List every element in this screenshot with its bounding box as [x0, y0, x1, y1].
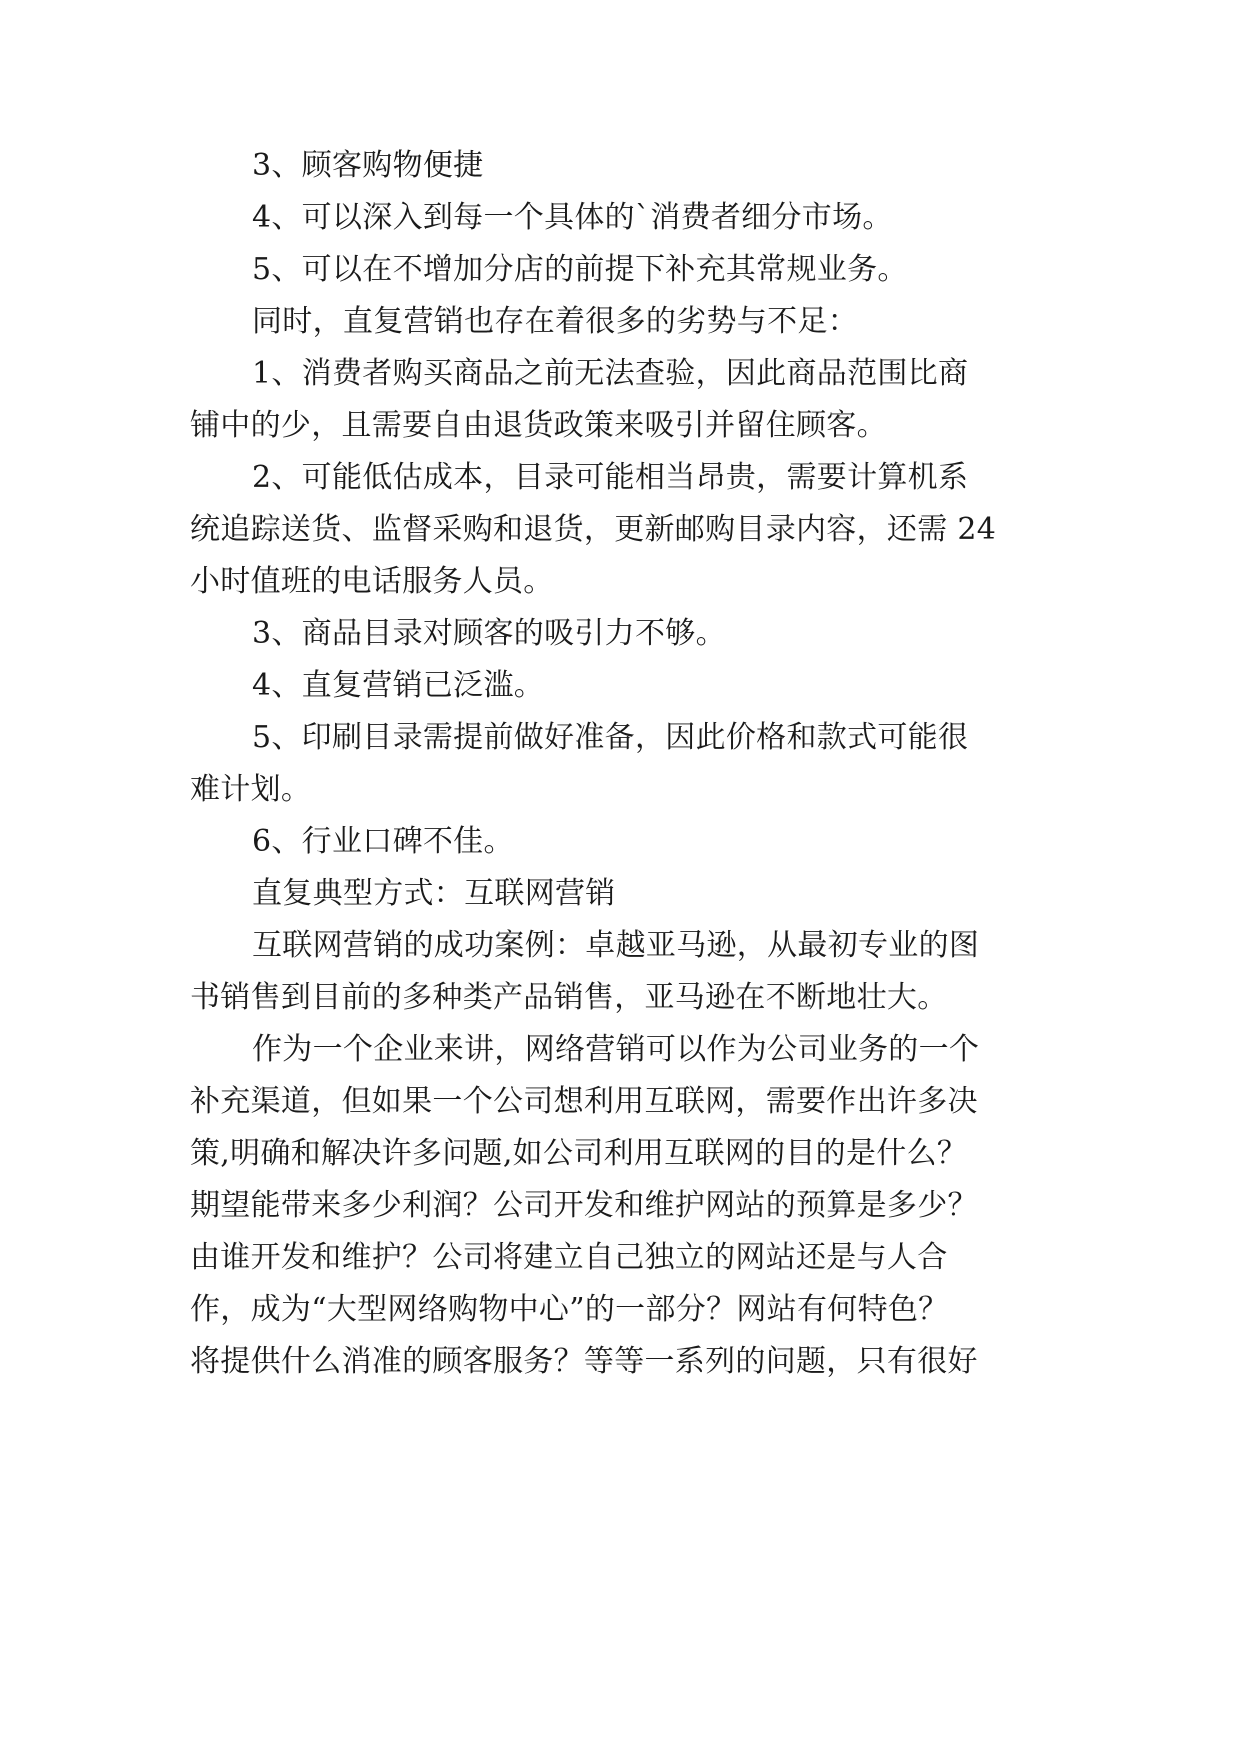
text-line: 书销售到目前的多种类产品销售，亚马逊在不断地壮大。: [190, 980, 948, 1015]
text-line: 将提供什么消准的顾客服务？等等一系列的问题，只有很好: [190, 1344, 978, 1379]
text-line: 5、印刷目录需提前做好准备，因此价格和款式可能很: [252, 720, 969, 755]
text-line: 3、商品目录对顾客的吸引力不够。: [252, 616, 726, 651]
text-line: 难计划。: [190, 772, 312, 807]
text-line: 直复典型方式：互联网营销: [252, 876, 616, 911]
text-line: 5、可以在不增加分店的前提下补充其常规业务。: [252, 252, 908, 287]
text-line: 期望能带来多少利润？公司开发和维护网站的预算是多少？: [190, 1188, 978, 1223]
text-line: 6、行业口碑不佳。: [252, 824, 514, 859]
text-line: 4、可以深入到每一个具体的`消费者细分市场。: [252, 200, 893, 235]
text-line: 2、可能低估成本，目录可能相当昂贵，需要计算机系: [252, 460, 969, 495]
text-line: 3、顾客购物便捷: [252, 148, 484, 183]
text-line: 统追踪送货、监督采购和退货，更新邮购目录内容，还需 24: [190, 512, 997, 547]
text-line: 策,明确和解决许多问题,如公司利用互联网的目的是什么？: [190, 1136, 968, 1171]
text-line: 铺中的少，且需要自由退货政策来吸引并留住顾客。: [190, 408, 887, 443]
text-line: 4、直复营销已泛滥。: [252, 668, 545, 703]
text-line: 由谁开发和维护？公司将建立自己独立的网站还是与人合: [190, 1240, 948, 1275]
text-line: 互联网营销的成功案例：卓越亚马逊，从最初专业的图: [252, 928, 980, 963]
text-line: 补充渠道，但如果一个公司想利用互联网，需要作出许多决: [190, 1084, 978, 1119]
text-line: 1、消费者购买商品之前无法查验，因此商品范围比商: [252, 356, 969, 391]
text-line: 作为一个企业来讲，网络营销可以作为公司业务的一个: [252, 1032, 980, 1067]
text-line: 同时，直复营销也存在着很多的劣势与不足：: [252, 304, 858, 339]
text-line: 小时值班的电话服务人员。: [190, 564, 554, 599]
text-line: 作，成为“大型网络购物中心”的一部分？网站有何特色？: [190, 1292, 949, 1327]
